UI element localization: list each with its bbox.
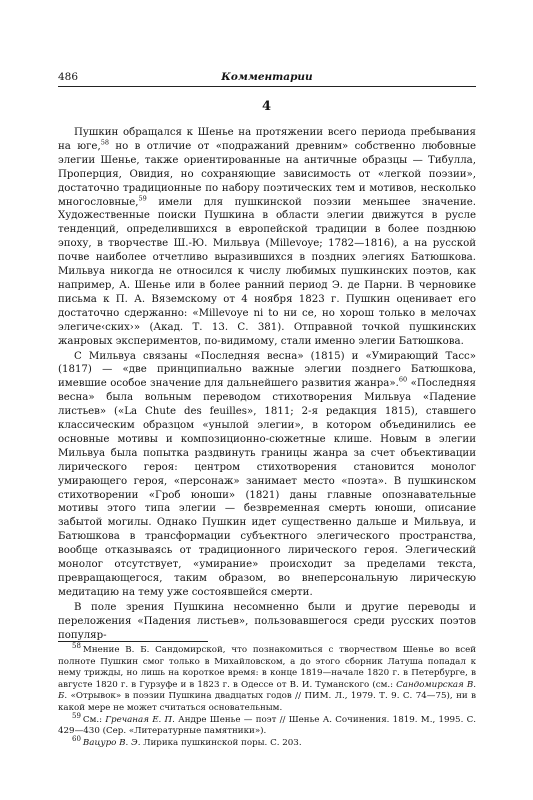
header-rule <box>58 86 476 87</box>
paragraph <box>58 350 476 600</box>
footnote-number: 60 <box>72 734 81 743</box>
footnote-text: Мнение В. Б. Сандомирской, что познакомиться с творчеством Шенье во всей полноте Пушкин смог только в Михайловском, а до этого сборник Латуша попадал к нему трижды, но лишь на короткое время: в конце 1819—начале 1820 г. в Петербурге, в августе 1820 г. в Гурзуфе и в 1823 г. в Одессе от В. И. Туманского (см.: <box>58 645 476 690</box>
text-run: Пушкин обращался к Шенье на протяжении всего периода пребывания на юге, <box>58 127 476 152</box>
footnote-ref: 58 <box>100 138 109 147</box>
running-header <box>58 71 476 85</box>
text-run: С Мильвуа связаны «Последняя весна» (1815) и «Умирающий Тасс» (1817) — «две принципиально важные элегии позднего Батюшкова, имевшие особое значение для дальнейшего развития жанра». <box>58 350 476 390</box>
text-run: имели для пушкинской поэзии меньшее значение. Художественные поиски Пушкина в области элегии движутся в русле тенденций, определившихся в европейской традиции в более позднюю эпоху, в творчестве Ш.-Ю. Мильвуа (Millevoye; 1782—1816), а на русской почве наиболее отчетливо выразившихся в поздних элегиях Батюшкова. Мильвуа никогда не относился к числу любимых пушкинских поэтов, как например, А. Шенье или в более ранний период Э. де Парни. В черновике письма к П. А. Вяземскому от 4 ноября 1823 г. Пушкин оценивает его достаточно сдержанно: «Millevoye ni to ни се, но хорош только в мелочах элегиче‹ских›» (Акад. Т. 13. С. 381). Отправной точкой пушкинских жанровых экспериментов, по-видимому, стали именно элегии Батюшкова. <box>58 196 476 347</box>
paragraph <box>58 126 476 349</box>
main-text <box>58 126 476 643</box>
paragraph <box>58 601 476 643</box>
footnote-text: Вацуро В. Э. <box>82 737 141 748</box>
footnote <box>58 642 476 715</box>
footnote <box>58 734 476 750</box>
footnote-ref: 60 <box>398 375 408 384</box>
footnote-text: Андре Шенье — поэт // Шенье А. Сочинения. 1819. М., 1995. С. 429—430 (Сер. «Литературные памятники»). <box>58 714 476 737</box>
footnote <box>58 711 476 738</box>
footnote-text: «Отрывок» в поэзии Пушкина двадцатых годов // ПИМ. Л., 1979. Т. 9. С. 74—75), ни в какой мере не может считаться основательным. <box>58 691 476 713</box>
footnote-number: 59 <box>72 711 81 720</box>
footnotes <box>58 642 476 749</box>
footnote-text: См.: <box>82 714 106 725</box>
text-run: но в отличие от «подражаний древним» собственно любовные элегии Шенье, также ориентированные на античные образцы — Тибулла, Проперция, Овидия, но сохраняющие зависимость от «легкой поэзии», достаточно традиционные по набору поэтических тем и мотивов, несколько многословные, <box>58 140 477 208</box>
section-number: 4 <box>261 99 272 114</box>
text-run: В поле зрения Пушкина несомненно были и другие переводы и переложения «Падения листьев», пользовавшегося среди русских поэтов популяр- <box>58 601 476 641</box>
footnote-text: Сандомирская В. Б. <box>58 679 476 702</box>
text-run: «Последняя весна» была вольным переводом стихотворения Мильвуа «Падение листьев» («La Chute des feuilles», 1811; 2-я редакция 1815), ставшего классическим образцом «унылой элегии», в котором объединились ее основные мотивы и композиционно-сюжетные клише. Новым в элегии Мильвуа была попытка раздвинуть границы жанра за счет объективации лирического героя: центром стихотворения становится монолог умирающего героя, «персонаж» занимает место «поэта». В пушкинском стихотворении «Гроб юноши» (1821) даны главные опознавательные мотивы этого типа элегии — безвременная смерть юноши, описание забытой могилы. Однако Пушкин идет существенно дальше и Мильвуа, и Батюшкова в трансформации субъектного элегического пространства, вообще отказываясь от традиционного лирического героя. Элегический монолог отсутствует, «умирание» происходит за пределами текста, превращающегося, таким образом, во внеперсональную лирическую медитацию на тему уже состоявшейся смерти. <box>58 378 476 598</box>
footnote-text: Лирика пушкинской поры. С. 203. <box>140 737 302 748</box>
page-number: 486 <box>58 71 79 83</box>
footnote-ref: 59 <box>138 194 147 203</box>
footnote-text: Гречаная Е. П. <box>105 714 175 725</box>
running-title: Комментарии <box>221 71 313 83</box>
footnote-number: 58 <box>72 642 81 651</box>
